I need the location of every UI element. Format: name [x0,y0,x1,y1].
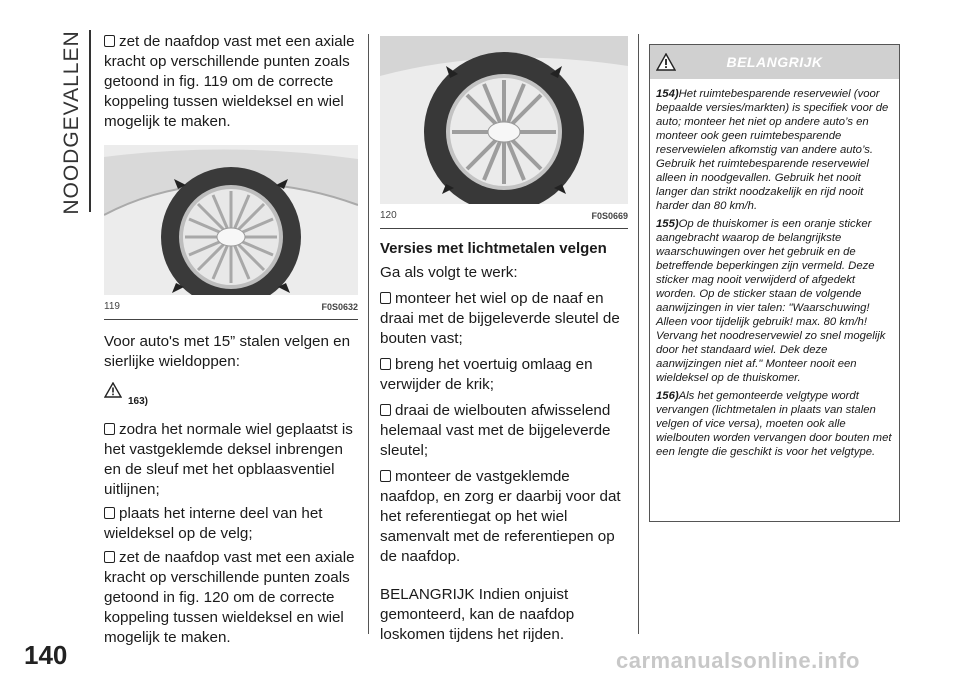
note: 156)Als het gemonteerde velgtype wordt vervangen (lichtmetalen in plaats van stalen velgen of vice versa), moeten ook alle wielbouten worden vervangen door bouten met een lengte die geschikt is voor het velgtype. [656,390,892,458]
wheel-alloy-hubcap-illustration [380,36,628,204]
figure-caption [380,204,628,229]
list-item: monteer het wiel op de naaf en draai met de bijgeleverde sleutel de bouten vast; [380,290,620,347]
figure-code: F0S0632 [321,302,358,312]
checkbox-bullet-icon [104,35,115,47]
list-item: draai de wielbouten afwisselend helemaal vast met de bijgeleverde sleutel; [380,402,611,459]
column-1 [104,32,360,648]
checkbox-bullet-icon [380,404,391,416]
page-number: 140 [24,640,68,670]
paragraph: BELANGRIJK Indien onjuist gemonteerd, kan de naafdop loskomen tijdens het rijden. [380,586,575,643]
paragraph: zet de naafdop vast met een axiale kracht op verschillende punten zoals getoond in fig. 119 om de correcte koppeling tussen wieldeksel en wiel mogelijk te maken. [104,33,355,130]
checkbox-bullet-icon [104,507,115,519]
checkbox-bullet-icon [380,470,391,482]
figure-120 [380,36,628,204]
paragraph: Ga als volgt te werk: [380,264,518,281]
note: 155)Op de thuiskomer is een oranje sticker aangebracht waarop de belangrijkste waarschuwingen over het gebruik en de betreffende beperkingen zijn vermeld. Deze sticker mag nooit verwijderd of afgedekt worden. Op de sticker staan de volgende aanwijzingen in vier talen: "Waarschuwing! Alleen voor tijdelijk gebruik! max. 80 km/h! Vervang het noodreservewiel zo snel mogelijk door het standaard wiel. Dek deze aanwijzingen niet af." Monteer nooit een wieldeksel op de thuiskomer. [656,218,886,384]
paragraph: Voor auto's met 15” stalen velgen en sierlijke wieldoppen: [104,333,351,370]
checkbox-bullet-icon [380,292,391,304]
important-header [650,45,899,79]
warning-number: 163) [128,396,149,407]
section-tab-label: NOODGEVALLEN [60,30,83,215]
important-title: BELANGRIJK [726,54,823,70]
warning-reference [104,382,360,412]
important-body [650,79,899,459]
column-divider-2 [638,34,639,634]
figure-code: F0S0669 [591,211,628,221]
important-box [649,44,900,522]
section-tab-line [89,30,91,212]
list-item: breng het voertuig omlaag en verwijder de krik; [380,356,593,393]
section-tab [54,30,90,215]
column-2 [380,32,630,645]
checkbox-bullet-icon [104,551,115,563]
column-divider-1 [368,34,369,634]
list-item: zodra het normale wiel geplaatst is het vastgeklemde deksel inbrengen en de sleuf met het opblaasventiel uitlijnen; [104,421,353,498]
watermark: carmanualsonline.info [616,648,860,673]
section-heading: Versies met lichtmetalen velgen [380,240,607,257]
wheel-steel-hubcap-illustration [104,145,358,295]
warning-triangle-icon [104,382,122,398]
list-item: monteer de vastgeklemde naafdop, en zorg er daarbij voor dat het referentiegat op het wiel samenvalt met de referentiepen op de naafdop. [380,468,621,565]
list-item: zet de naafdop vast met een axiale kracht op verschillende punten zoals getoond in fig. 120 om de correcte koppeling tussen wieldeksel en wiel mogelijk te maken. [104,549,355,646]
figure-number: 120 [380,210,397,221]
figure-119 [104,145,358,295]
figure-number: 119 [104,301,120,312]
list-item: plaats het interne deel van het wieldeksel op de velg; [104,505,323,542]
checkbox-bullet-icon [104,423,115,435]
figure-caption [104,295,358,320]
note: 154)Het ruimtebesparende reservewiel (voor bepaalde versies/markten) is specifiek voor de auto; monteer het niet op andere auto’s en monteer ook geen ruimtebesparende reservewielen afkomstig van andere auto’s. Gebruik het ruimtebesparende reservewiel alleen in noodgevallen. Gebruik het nooit langer dan strikt noodzakelijk en rijd nooit harder dan 80 km/h. [656,88,889,212]
checkbox-bullet-icon [380,358,391,370]
